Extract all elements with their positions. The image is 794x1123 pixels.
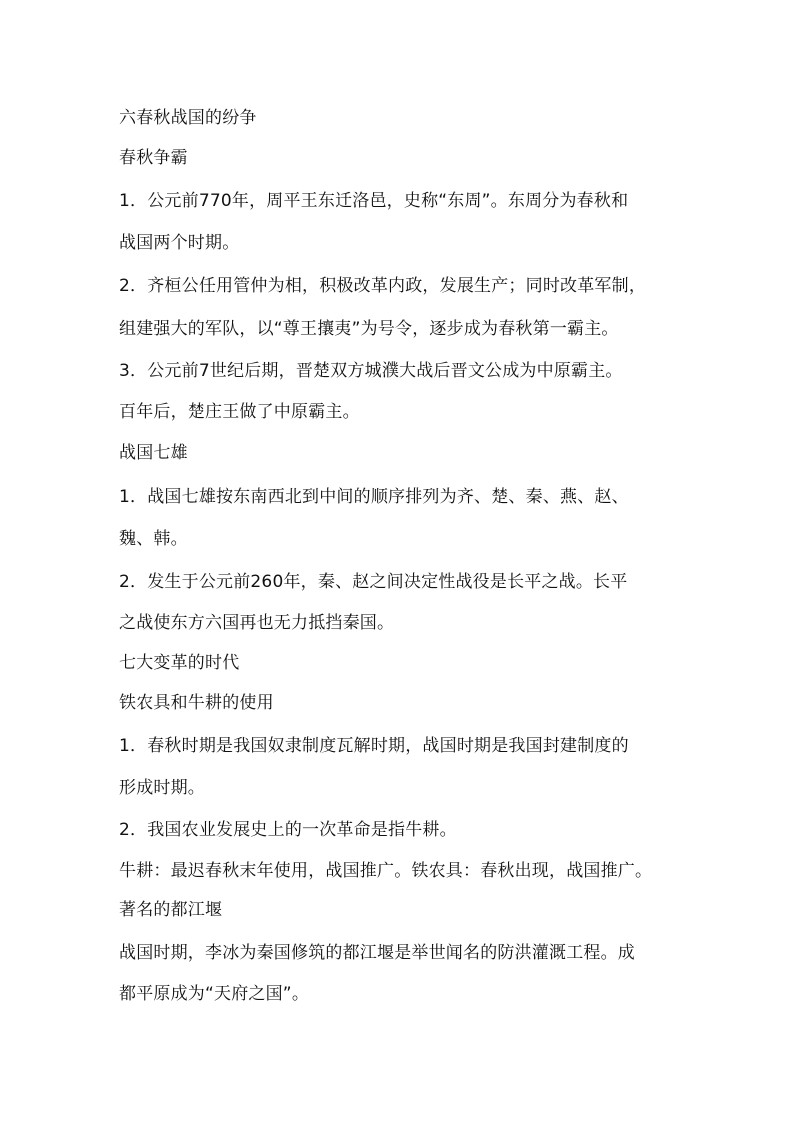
subheading: 春秋争霸 xyxy=(119,148,188,168)
paragraph-line: 战国时期，李冰为秦国修筑的都江堰是举世闻名的防洪灌溉工程。成 xyxy=(119,943,635,963)
paragraph-line: 2．齐桓公任用管仲为相，积极改革内政，发展生产；同时改革军制， xyxy=(119,276,647,296)
paragraph-line: 形成时期。 xyxy=(119,778,205,798)
section-title: 六春秋战国的纷争 xyxy=(119,108,257,128)
paragraph-line: 1．春秋时期是我国奴隶制度瓦解时期，战国时期是我国封建制度的 xyxy=(119,736,629,756)
paragraph-line: 战国两个时期。 xyxy=(119,233,240,253)
paragraph-line: 之战使东方六国再也无力抵挡秦国。 xyxy=(119,613,395,633)
paragraph-line: 牛耕：最迟春秋末年使用，战国推广。铁农具：春秋出现，战国推广。 xyxy=(119,861,653,881)
paragraph-line: 1．战国七雄按东南西北到中间的顺序排列为齐、楚、秦、燕、赵、 xyxy=(119,487,629,507)
subheading: 著名的都江堰 xyxy=(119,900,223,920)
paragraph-line: 3．公元前7世纪后期，晋楚双方城濮大战后晋文公成为中原霸主。 xyxy=(119,361,623,381)
paragraph-line: 魏、韩。 xyxy=(119,529,188,549)
paragraph-line: 2．我国农业发展史上的一次革命是指牛耕。 xyxy=(119,820,457,840)
paragraph-line: 2．发生于公元前260年，秦、赵之间决定性战役是长平之战。长平 xyxy=(119,572,628,592)
section-title: 七大变革的时代 xyxy=(119,653,240,673)
subheading: 战国七雄 xyxy=(119,443,188,463)
paragraph-line: 都平原成为“天府之国”。 xyxy=(119,984,310,1004)
subheading: 铁农具和牛耕的使用 xyxy=(119,693,274,713)
paragraph-line: 组建强大的军队，以“尊王攘夷”为号令，逐步成为春秋第一霸主。 xyxy=(119,319,619,339)
paragraph-line: 1．公元前770年，周平王东迁洛邑，史称“东周”。东周分为春秋和 xyxy=(119,191,629,211)
paragraph-line: 百年后，楚庄王做了中原霸主。 xyxy=(119,402,360,422)
